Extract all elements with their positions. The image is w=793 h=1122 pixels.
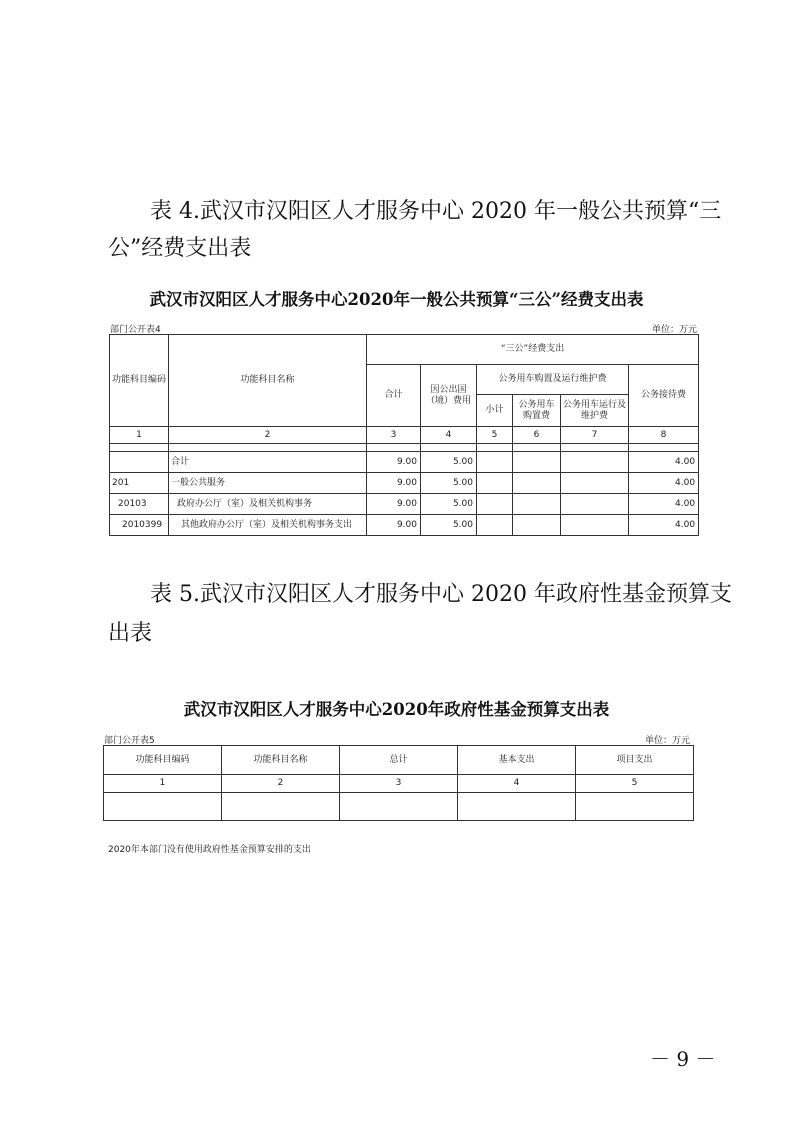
table4-cell-operation [561, 452, 629, 473]
table4-cell-name: 一般公共服务 [169, 473, 367, 494]
table5-header-code: 功能科目编码 [104, 746, 222, 775]
table4-cell-abroad: 5.00 [421, 515, 477, 536]
table5-header-row [104, 746, 694, 775]
table4-cell-abroad: 5.00 [421, 452, 477, 473]
table5-colnum: 2 [222, 775, 340, 793]
table4-header-abroad: 因公出国（境）费用 [421, 365, 477, 427]
table4-cell-subtotal [477, 473, 513, 494]
table4-spacer-row [110, 444, 699, 452]
table4-cell-subtotal [477, 452, 513, 473]
table4-cell-total: 9.00 [367, 473, 421, 494]
table4-cell-operation [561, 473, 629, 494]
table4-colnum: 1 [110, 427, 169, 444]
table4-colnum: 4 [421, 427, 477, 444]
table4-cell-reception: 4.00 [629, 473, 699, 494]
table4-header-name: 功能科目名称 [169, 335, 367, 427]
table4-colnum: 5 [477, 427, 513, 444]
page-number: － 9 － [650, 1047, 716, 1071]
table4-colnum-row [110, 427, 699, 444]
table4-header-subtotal: 小计 [477, 395, 513, 427]
table5-colnum: 5 [576, 775, 694, 793]
table5-unit: 单位：万元 [645, 736, 691, 746]
table4-header-vehicle-group: 公务用车购置及运行维护费 [477, 365, 629, 395]
table-row [110, 515, 699, 536]
table4-cell-operation [561, 494, 629, 515]
table5-footnote: 2020年本部门没有使用政府性基金预算安排的支出 [108, 845, 311, 855]
table4-colnum: 3 [367, 427, 421, 444]
table4-colnum: 7 [561, 427, 629, 444]
table4-colnum: 8 [629, 427, 699, 444]
table5-colnum: 4 [458, 775, 576, 793]
table4-header-group: “三公”经费支出 [367, 335, 699, 365]
table4-cell-purchase [513, 515, 561, 536]
table4-colnum: 2 [169, 427, 367, 444]
table-row [110, 473, 699, 494]
section5-heading-line1: 表 5.武汉市汉阳区人才服务中心 2020 年政府性基金预算支 [150, 582, 732, 607]
table4-title: 武汉市汉阳区人才服务中心2020年一般公共预算“三公”经费支出表 [149, 290, 644, 309]
table5-header-name: 功能科目名称 [222, 746, 340, 775]
table4-cell-name: 其他政府办公厅（室）及相关机构事务支出 [169, 515, 367, 536]
table4-cell-name: 政府办公厅（室）及相关机构事务 [169, 494, 367, 515]
table4-form-no: 部门公开表4 [110, 325, 161, 335]
table4-header-row1 [110, 335, 699, 365]
table5-colnum: 3 [340, 775, 458, 793]
table4-cell-code: 20103 [110, 494, 169, 515]
table4-cell-code: 201 [110, 473, 169, 494]
table4-cell-reception: 4.00 [629, 515, 699, 536]
table-row [104, 793, 694, 821]
section5-heading [108, 576, 732, 652]
table5-form-no: 部门公开表5 [104, 736, 155, 746]
table4-header-purchase: 公务用车购置费 [513, 395, 561, 427]
table4-header-code: 功能科目编码 [110, 335, 169, 427]
table4-cell-purchase [513, 473, 561, 494]
table4-cell-purchase [513, 494, 561, 515]
table4-cell-abroad: 5.00 [421, 494, 477, 515]
table4-cell-total: 9.00 [367, 494, 421, 515]
table4-cell-name: 合计 [169, 452, 367, 473]
table5-colnum-row [104, 775, 694, 793]
table5-colnum: 1 [104, 775, 222, 793]
table4-header-total: 合计 [367, 365, 421, 427]
table4 [109, 334, 699, 536]
table5 [103, 745, 694, 821]
table4-cell-code: 2010399 [110, 515, 169, 536]
table4-cell-reception: 4.00 [629, 494, 699, 515]
section4-heading-line1: 表 4.武汉市汉阳区人才服务中心 2020 年一般公共预算“三 [150, 199, 722, 224]
table4-colnum: 6 [513, 427, 561, 444]
table4-cell-abroad: 5.00 [421, 473, 477, 494]
table-row [110, 494, 699, 515]
table4-unit: 单位：万元 [652, 325, 698, 335]
table4-cell-code [110, 452, 169, 473]
table4-cell-reception: 4.00 [629, 452, 699, 473]
table4-header-reception: 公务接待费 [629, 365, 699, 427]
section4-heading [108, 193, 722, 267]
table5-header-total: 总计 [340, 746, 458, 775]
table4-cell-total: 9.00 [367, 515, 421, 536]
section4-heading-line2: 公”经费支出表 [108, 236, 252, 261]
table4-cell-operation [561, 515, 629, 536]
table4-cell-purchase [513, 452, 561, 473]
table4-cell-total: 9.00 [367, 452, 421, 473]
table5-header-project: 项目支出 [576, 746, 694, 775]
table4-cell-subtotal [477, 515, 513, 536]
table5-header-basic: 基本支出 [458, 746, 576, 775]
table4-cell-subtotal [477, 494, 513, 515]
table4-header-operation: 公务用车运行及维护费 [561, 395, 629, 427]
table-row [110, 452, 699, 473]
table5-title: 武汉市汉阳区人才服务中心2020年政府性基金预算支出表 [183, 700, 610, 719]
section5-heading-line2: 出表 [108, 621, 153, 646]
